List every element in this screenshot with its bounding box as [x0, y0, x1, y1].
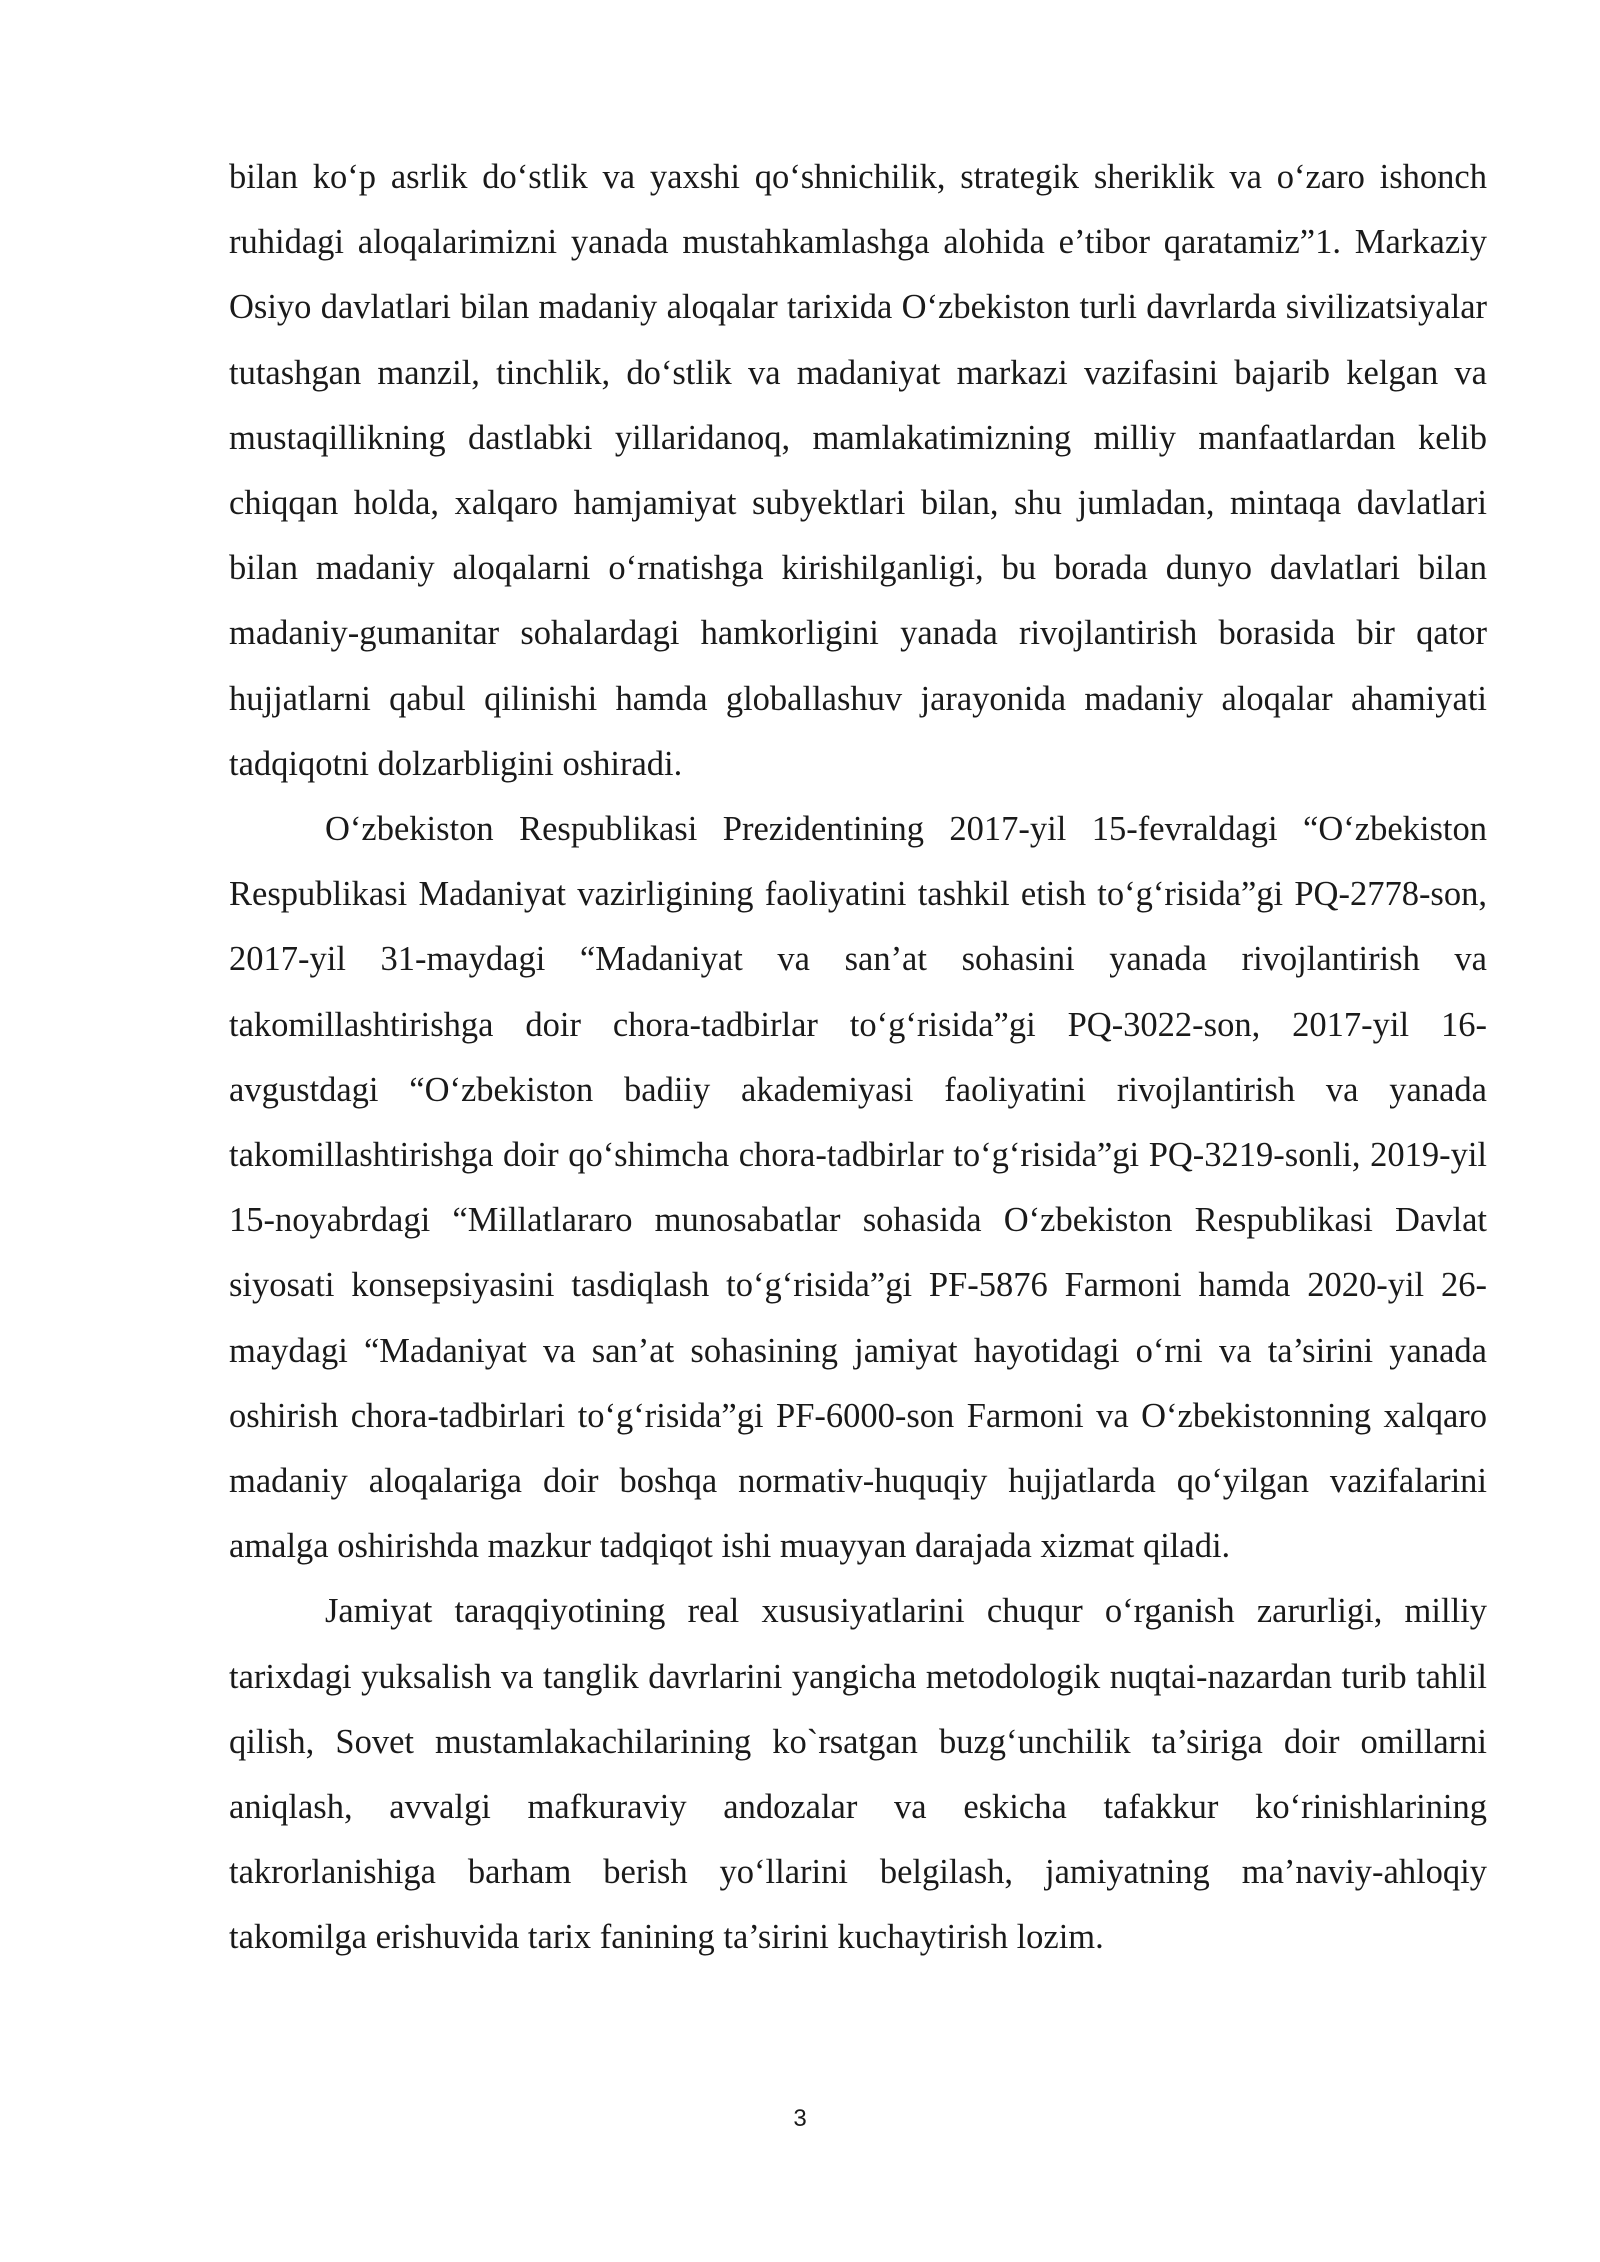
body-text — [229, 145, 1487, 1971]
page-number: 3 — [793, 2105, 807, 2132]
paragraph-2: O‘zbekiston Respublikasi Prezidentining 2017-yil 15-fevraldagi “O‘zbekiston Respublikasi Madaniyat vazirligining faoliyatini tashkil etish to‘g‘risida”gi PQ-2778-son, 2017-yil 31-maydagi “Madaniyat va san’at sohasini yanada rivojlantirish va takomillashtirishga doir chora-tadbirlar to‘g‘risida”gi PQ-3022-son, 2017-yil 16-avgustdagi “O‘zbekiston badiiy akademiyasi faoliyatini rivojlantirish va yanada takomillashtirishga doir qo‘shimcha chora-tadbirlar to‘g‘risida”gi PQ-3219-sonli, 2019-yil 15-noyabrdagi “Millatlararo munosabatlar sohasida O‘zbekiston Respublikasi Davlat siyosati konsepsiyasini tasdiqlash to‘g‘risida”gi PF-5876 Farmoni hamda 2020-yil 26-maydagi “Madaniyat va san’at sohasining jamiyat hayotidagi o‘rni va ta’sirini yanada oshirish chora-tadbirlari to‘g‘risida”gi PF-6000-son Farmoni va O‘zbekistonning xalqaro madaniy aloqalariga doir boshqa normativ-huquqiy hujjatlarda qo‘yilgan vazifalarini amalga oshirishda mazkur tadqiqot ishi muayyan darajada xizmat qiladi. — [229, 810, 1487, 1566]
paragraph-3: Jamiyat taraqqiyotining real xususiyatlarini chuqur o‘rganish zarurligi, milliy tarixdagi yuksalish va tanglik davrlarini yangicha metodologik nuqtai-nazardan turib tahlil qilish, Sovet mustamlakachilarining ko`rsatgan buzg‘unchilik ta’siriga doir omillarni aniqlash, avvalgi mafkuraviy andozalar va eskicha tafakkur ko‘rinishlarining takrorlanishiga barham berish yo‘llarini belgilash, jamiyatning ma’naviy-ahloqiy takomilga erishuvida tarix fanining ta’sirini kuchaytirish lozim. — [229, 1592, 1487, 1957]
paragraph-1: bilan ko‘p asrlik do‘stlik va yaxshi qo‘shnichilik, strategik sheriklik va o‘zaro ishonch ruhidagi aloqalarimizni yanada mustahkamlashga alohida e’tibor qaratamiz”1. Markaziy Osiyo davlatlari bilan madaniy aloqalar tarixida O‘zbekiston turli davrlarda sivilizatsiyalar tutashgan manzil, tinchlik, do‘stlik va madaniyat markazi vazifasini bajarib kelgan va mustaqillikning dastlabki yillaridanoq, mamlakatimizning milliy manfaatlardan kelib chiqqan holda, xalqaro hamjamiyat subyektlari bilan, shu jumladan, mintaqa davlatlari bilan madaniy aloqalarni o‘rnatishga kirishilganligi, bu borada dunyo davlatlari bilan madaniy-gumanitar sohalardagi hamkorligini yanada rivojlantirish borasida bir qator hujjatlarni qabul qilinishi hamda globallashuv jarayonida madaniy aloqalar ahamiyati tadqiqotni dolzarbligini oshiradi. — [229, 158, 1487, 783]
